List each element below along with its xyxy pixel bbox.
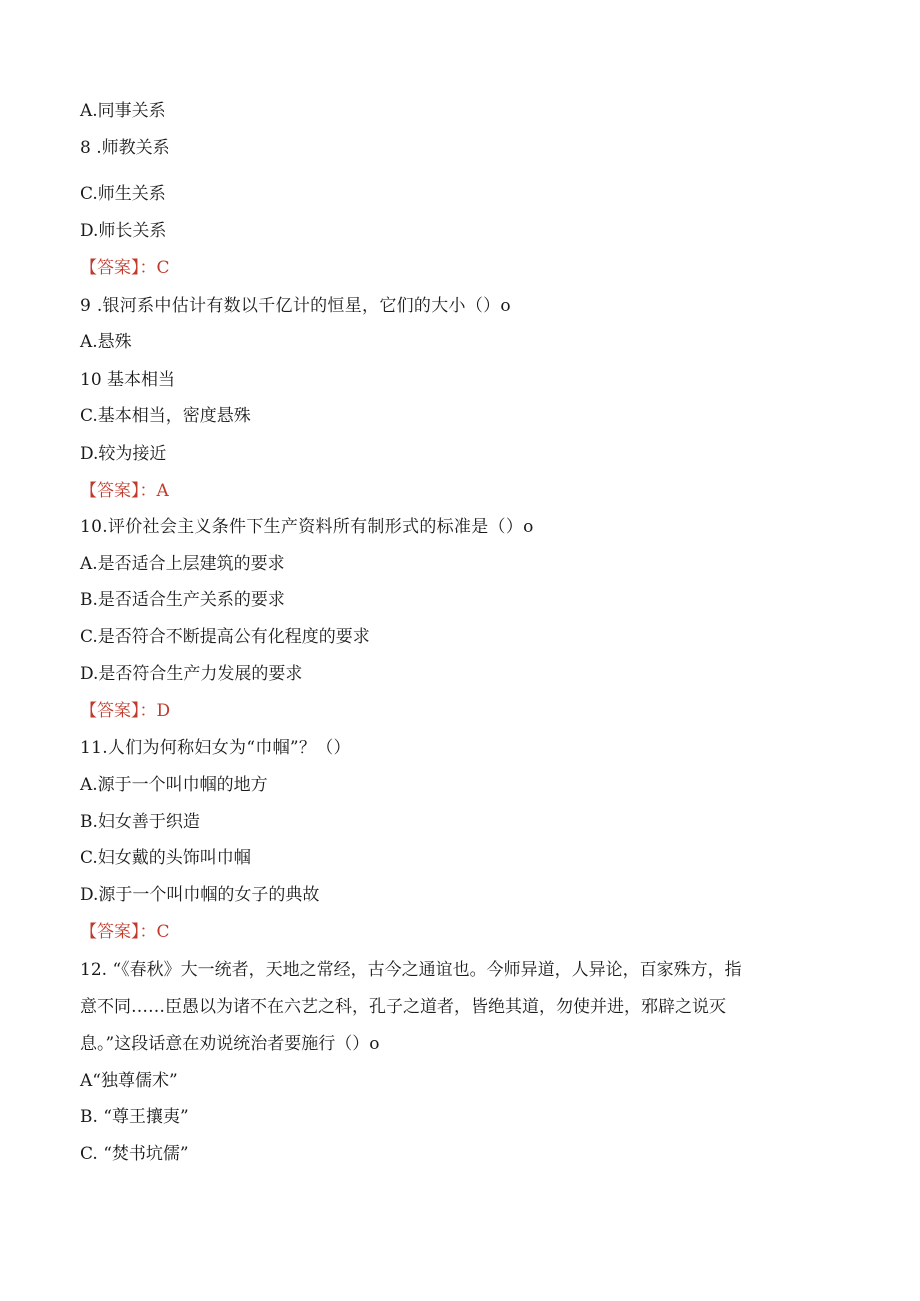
option-line: A.同事关系 — [80, 101, 166, 121]
option-line: 8 .师教关系 — [80, 138, 170, 158]
option-line: C.师生关系 — [80, 184, 166, 204]
option-line: A.是否适合上层建筑的要求 — [80, 554, 285, 574]
question-line: 息。”这段话意在劝说统治者要施行（）o — [80, 1034, 380, 1054]
option-line: A.源于一个叫巾帼的地方 — [80, 775, 268, 795]
option-line: B.妇女善于织造 — [80, 812, 200, 832]
answer-line: 【答案】：D — [80, 701, 171, 721]
option-line: C. “焚书坑儒” — [80, 1144, 189, 1164]
option-line: A“独尊儒术” — [80, 1071, 178, 1091]
question-line: 11.人们为何称妇女为“巾帼”？（） — [80, 738, 351, 758]
option-line: D.是否符合生产力发展的要求 — [80, 664, 303, 684]
answer-line: 【答案】：C — [80, 922, 170, 942]
answer-line: 【答案】：C — [80, 258, 170, 278]
answer-line: 【答案】：A — [80, 481, 169, 501]
option-line: 10 基本相当 — [80, 370, 176, 390]
question-line: 10.评价社会主义条件下生产资料所有制形式的标准是（）o — [80, 517, 534, 537]
question-line: 意不同……臣愚以为诸不在六艺之科，孔子之道者，皆绝其道，勿使并进，邪辟之说灭 — [80, 997, 726, 1017]
option-line: A.悬殊 — [80, 332, 132, 352]
option-line: C.基本相当，密度悬殊 — [80, 406, 251, 426]
question-line: 9 .银河系中估计有数以千亿计的恒星，它们的大小（）o — [80, 296, 511, 316]
option-line: C.是否符合不断提高公有化程度的要求 — [80, 627, 370, 647]
option-line: B.是否适合生产关系的要求 — [80, 590, 285, 610]
option-line: D.源于一个叫巾帼的女子的典故 — [80, 885, 320, 905]
question-line: 12. “《春秋》大一统者，天地之常经，古今之通谊也。今师异道，人异论，百家殊方，指 — [80, 960, 742, 980]
option-line: D.师长关系 — [80, 221, 167, 241]
option-line: D.较为接近 — [80, 444, 167, 464]
option-line: C.妇女戴的头饰叫巾帼 — [80, 848, 251, 868]
option-line: B. “尊王攘夷” — [80, 1107, 189, 1127]
